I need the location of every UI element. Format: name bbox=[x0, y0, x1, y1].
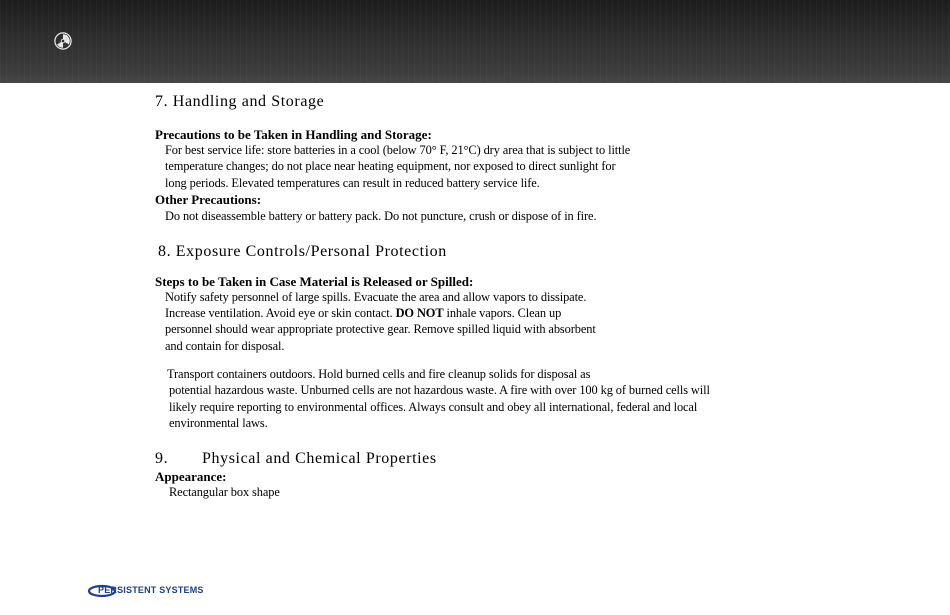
section-8-transport-line-2: potential hazardous waste. Unburned cells are not hazardous waste. A fire with over 100 kg of burned cells will bbox=[169, 383, 710, 397]
section-7-heading: 7. Handling and Storage bbox=[155, 93, 325, 110]
section-9-heading: Physical and Chemical Properties bbox=[202, 450, 437, 467]
section-8-transport-line-1: Transport containers outdoors. Hold burned cells and fire cleanup solids for disposal as bbox=[167, 367, 591, 381]
section-8-line-2a: Increase ventilation. Avoid eye or skin contact. bbox=[165, 306, 396, 320]
section-9-number: 9. bbox=[155, 450, 169, 467]
section-9-appearance-value: Rectangular box shape bbox=[169, 485, 280, 499]
section-8-subheading-spills: Steps to be Taken in Case Material is Released or Spilled: bbox=[155, 274, 474, 289]
section-7-line-1: For best service life: store batteries in a cool (below 70° F, 21°C) dry area that is subject to little bbox=[165, 143, 631, 157]
section-7-subheading-handling: Precautions to be Taken in Handling and Storage: bbox=[155, 127, 432, 142]
do-not-emphasis: DO NOT bbox=[395, 306, 444, 320]
section-8-line-2 bbox=[165, 306, 561, 321]
section-8-transport-line-3: likely require reporting to environmental offices. Always consult and obey all international, federal and local bbox=[169, 400, 698, 414]
footer-brand-text: PERSISTENT SYSTEMS bbox=[98, 585, 204, 595]
section-7-line-3: long periods. Elevated temperatures can result in reduced battery service life. bbox=[165, 176, 540, 190]
section-8-transport-line-4: environmental laws. bbox=[169, 416, 268, 430]
section-8-line-1: Notify safety personnel of large spills. Evacuate the area and allow vapors to dissipate. bbox=[165, 290, 587, 304]
section-7-other-line: Do not diseassemble battery or battery pack. Do not puncture, crush or dispose of in fire. bbox=[165, 209, 597, 223]
section-8-line-3: personnel should wear appropriate protective gear. Remove spilled liquid with absorbent bbox=[165, 322, 596, 336]
section-9-subheading-appearance: Appearance: bbox=[155, 469, 227, 484]
section-7-subheading-other: Other Precautions: bbox=[155, 192, 262, 207]
section-8-line-4: and contain for disposal. bbox=[165, 339, 285, 353]
section-7-line-2: temperature changes; do not place near heating equipment, nor exposed to direct sunlight for bbox=[165, 159, 616, 173]
section-8-line-2b: inhale vapors. Clean up bbox=[443, 306, 562, 320]
section-8-heading: 8. Exposure Controls/Personal Protection bbox=[158, 243, 447, 260]
persistent-systems-logo bbox=[88, 584, 204, 598]
